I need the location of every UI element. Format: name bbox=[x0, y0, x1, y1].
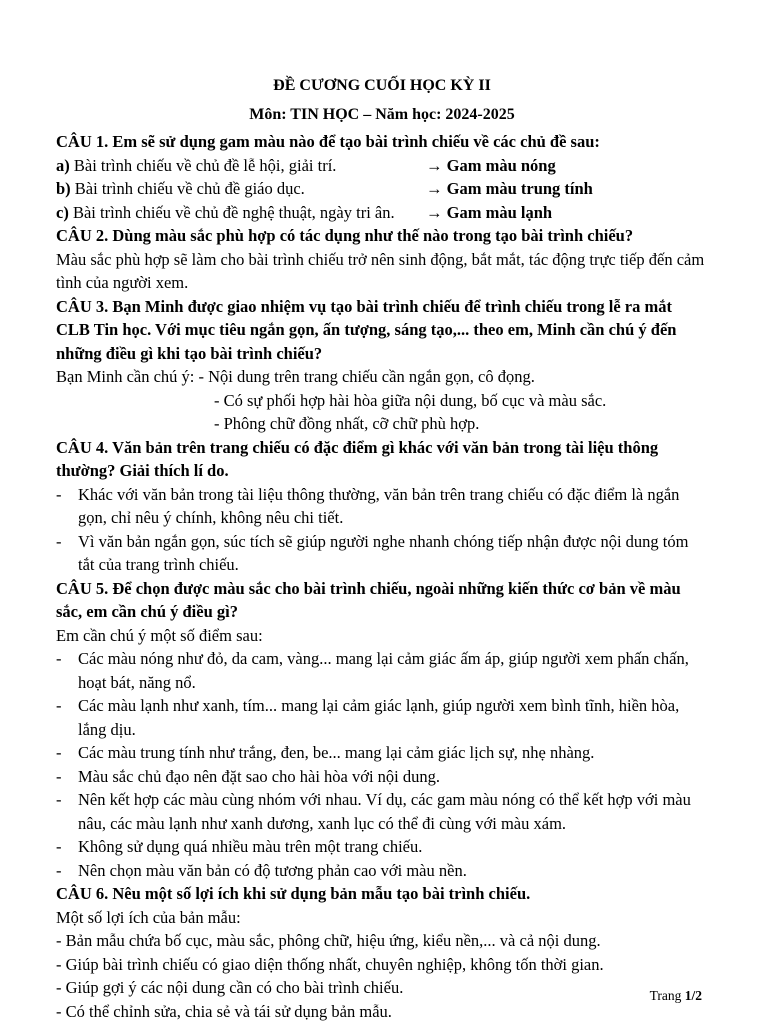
page-number: 1/2 bbox=[684, 988, 702, 1003]
q1-item-b-text: Bài trình chiếu về chủ đề giáo dục. bbox=[70, 179, 305, 198]
arrow-icon: → bbox=[426, 202, 443, 222]
answer-3-first bbox=[56, 365, 708, 389]
question-1: CÂU 1. Em sẽ sử dụng gam màu nào để tạo bài trình chiếu về các chủ đề sau: bbox=[56, 132, 600, 151]
q1-item-b-label: b) bbox=[56, 179, 71, 198]
list-item: - Vì văn bản ngắn gọn, súc tích sẽ giúp người nghe nhanh chóng tiếp nhận được nội dung tóm tắt của trang trình chiếu. bbox=[56, 531, 689, 574]
answer-3-point-3: - Phông chữ đồng nhất, cỡ chữ phù hợp. bbox=[214, 414, 480, 433]
answer-3-lead: Bạn Minh cần chú ý: bbox=[56, 367, 199, 386]
list-item: - Không sử dụng quá nhiều màu trên một trang chiếu. bbox=[56, 837, 423, 856]
list-item: - Có thể chỉnh sửa, chia sẻ và tái sử dụng bản mẫu. bbox=[56, 1001, 392, 1021]
q1-item-a-text: Bài trình chiếu về chủ đề lễ hội, giải trí. bbox=[69, 155, 337, 175]
answer-5-lead: Em cần chú ý một số điểm sau: bbox=[56, 625, 263, 645]
answer-3-point-1: - Nội dung trên trang chiếu cần ngắn gọn, cô đọng. bbox=[198, 367, 535, 386]
question-4: CÂU 4. Văn bản trên trang chiếu có đặc điểm gì khác với văn bản trong tài liệu thông thường? Giải thích lí do. bbox=[56, 437, 659, 480]
q1-item-b-answer: Gam màu trung tính bbox=[446, 179, 593, 198]
list-item: - Giúp bài trình chiếu có giao diện thống nhất, chuyên nghiệp, không tốn thời gian. bbox=[56, 954, 604, 974]
question-2: CÂU 2. Dùng màu sắc phù hợp có tác dụng như thế nào trong tạo bài trình chiếu? bbox=[56, 226, 634, 245]
list-item: - Bản mẫu chứa bố cục, màu sắc, phông chữ, hiệu ứng, kiểu nền,... và cả nội dung. bbox=[56, 931, 601, 950]
q1-item-c-text: Bài trình chiếu về chủ đề nghệ thuật, ngày tri ân. bbox=[68, 202, 395, 222]
answer-6-lead: Một số lợi ích của bản mẫu: bbox=[56, 907, 241, 927]
list-item: - Các màu nóng như đỏ, da cam, vàng... mang lại cảm giác ấm áp, giúp người xem phấn chấn, hoạt bát, năng nổ. bbox=[56, 649, 689, 692]
list-item: - Các màu trung tính như trắng, đen, be... mang lại cảm giác lịch sự, nhẹ nhàng. bbox=[56, 743, 595, 762]
list-item: - Màu sắc chủ đạo nên đặt sao cho hài hòa với nội dung. bbox=[56, 766, 441, 786]
q1-item-a-answer: Gam màu nóng bbox=[446, 155, 556, 175]
answer-2: Màu sắc phù hợp sẽ làm cho bài trình chiếu trở nên sinh động, bắt mắt, tác động trực tiếp đến cảm tình của người xem. bbox=[56, 249, 705, 292]
page-label: Trang bbox=[649, 988, 685, 1003]
document-subtitle: Môn: TIN HỌC – Năm học: 2024-2025 bbox=[249, 105, 515, 123]
list-item: - Nên kết hợp các màu cùng nhóm với nhau. Ví dụ, các gam màu nóng có thể kết hợp với màu nâu, các màu lạnh như xanh dương, xanh lục có thể đi cùng với màu xám. bbox=[56, 790, 691, 833]
list-item: - Nên chọn màu văn bản có độ tương phản cao với màu nền. bbox=[56, 860, 467, 880]
arrow-icon: → bbox=[426, 179, 443, 198]
document-title: ĐỀ CƯƠNG CUỐI HỌC KỲ II bbox=[273, 77, 491, 94]
q1-item-c-answer: Gam màu lạnh bbox=[446, 202, 553, 222]
list-item: - Khác với văn bản trong tài liệu thông thường, văn bản trên trang chiếu có đặc điểm là ngắn gọn, chỉ nêu ý chính, không nêu chi tiết. bbox=[56, 484, 680, 527]
question-3: CÂU 3. Bạn Minh được giao nhiệm vụ tạo bài trình chiếu để trình chiếu trong lễ ra mắt CLB Tin học. Với mục tiêu ngắn gọn, ấn tượng, sáng tạo,... theo em, Minh cần chú ý đến những điều gì khi tạo bài trình chiếu? bbox=[56, 296, 677, 363]
list-item: - Các màu lạnh như xanh, tím... mang lại cảm giác lạnh, giúp người xem bình tĩnh, hiền hòa, lắng dịu. bbox=[56, 696, 680, 739]
question-6: CÂU 6. Nêu một số lợi ích khi sử dụng bản mẫu tạo bài trình chiếu. bbox=[56, 884, 531, 903]
question-5: CÂU 5. Để chọn được màu sắc cho bài trình chiếu, ngoài những kiến thức cơ bản về màu sắc, em cần chú ý điều gì? bbox=[56, 578, 681, 621]
q1-item-a-label: a) bbox=[56, 155, 70, 175]
list-item: - Giúp gợi ý các nội dung cần có cho bài trình chiếu. bbox=[56, 978, 404, 997]
q1-item-c bbox=[56, 201, 708, 225]
arrow-icon: → bbox=[426, 155, 443, 175]
q1-item-b bbox=[56, 177, 708, 201]
answer-3-point-2: - Có sự phối hợp hài hòa giữa nội dung, bố cục và màu sắc. bbox=[214, 390, 607, 410]
page-footer bbox=[650, 984, 702, 1008]
q1-item-c-label: c) bbox=[56, 202, 69, 222]
q1-item-a bbox=[56, 154, 708, 178]
